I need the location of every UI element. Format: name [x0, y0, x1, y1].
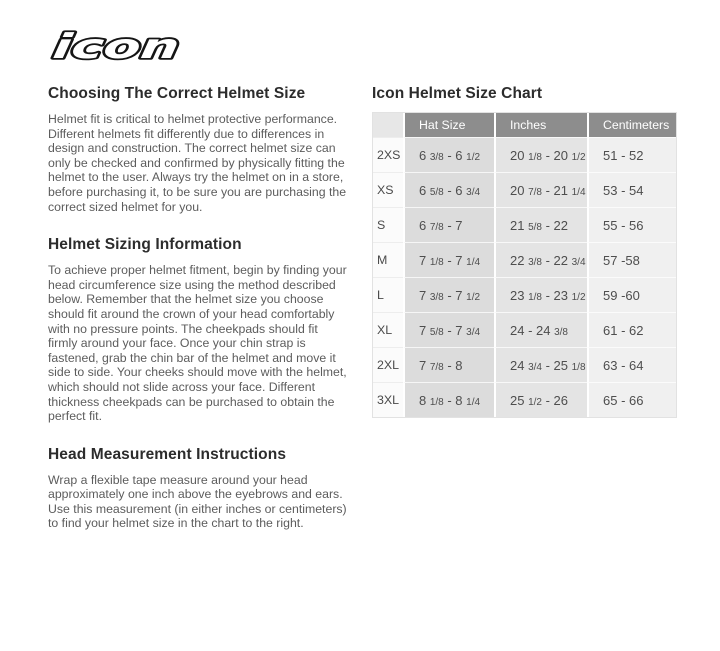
centimeters-cell: 63 - 64 — [587, 347, 676, 382]
table-row — [373, 207, 676, 242]
inches-cell: 20 7/8 - 21 1/4 — [494, 172, 587, 207]
icon-logo-graphic — [46, 27, 192, 67]
section-heading: Head Measurement Instructions — [48, 445, 287, 463]
instructions-column — [48, 84, 348, 552]
section-choosing-helmet-size — [48, 84, 348, 214]
table-row — [373, 137, 676, 172]
hat-size-cell: 7 7/8 - 8 — [403, 347, 494, 382]
section-body: Helmet fit is critical to helmet protective performance. Different helmets fit differently due to differences in design and construction. The correct helmet size can only be checked and confirmed by physically fitting the helmet to the user. Always try the helmet on in a store, before purchasing it, to be sure you are purchasing the correct sized helmet for you. — [48, 112, 347, 214]
centimeters-cell: 53 - 54 — [587, 172, 676, 207]
table-row — [373, 172, 676, 207]
table-row — [373, 347, 676, 382]
inches-cell: 22 3/8 - 22 3/4 — [494, 242, 587, 277]
size-chart-table — [372, 112, 677, 418]
section-heading: Helmet Sizing Information — [48, 236, 242, 254]
section-heading: Choosing The Correct Helmet Size — [48, 85, 306, 102]
centimeters-cell: 55 - 56 — [587, 207, 676, 242]
inches-cell: 21 5/8 - 22 — [494, 207, 587, 242]
hat-size-cell: 7 3/8 - 7 1/2 — [403, 277, 494, 312]
size-label-cell: 2XL — [373, 347, 403, 382]
size-label-cell: 3XL — [373, 382, 403, 417]
size-chart-body — [373, 137, 676, 417]
icon-logo-wordmark: icon — [50, 27, 136, 67]
hat-size-cell: 6 3/8 - 6 1/2 — [403, 137, 494, 172]
icon-logo — [46, 27, 192, 67]
size-label-cell: XL — [373, 312, 403, 347]
size-label-cell: 2XS — [373, 137, 403, 172]
table-row — [373, 242, 676, 277]
section-body: To achieve proper helmet fitment, begin by finding your head circumference size using the method described below. Remember that the helmet size you choose should fit around the crown of your head comfortably with no pressure points. The cheekpads should fit firmly around your face. Once your chin strap is fastened, grab the chin bar of the helmet and move it side to side. Your cheeks should move with the helmet, which should not slide across your face. Different thickness cheekpads can be purchased to obtain the perfect fit. — [48, 263, 347, 424]
inches-cell: 20 1/8 - 20 1/2 — [494, 137, 587, 172]
hat-size-cell: 7 5/8 - 7 3/4 — [403, 312, 494, 347]
inches-cell: 24 3/4 - 25 1/8 — [494, 347, 587, 382]
hat-size-column-header: Hat Size — [403, 113, 494, 137]
table-row — [373, 277, 676, 312]
hat-size-cell: 6 5/8 - 6 3/4 — [403, 172, 494, 207]
table-header-row — [373, 113, 676, 137]
section-sizing-information — [48, 235, 348, 424]
centimeters-cell: 51 - 52 — [587, 137, 676, 172]
size-label-cell: XS — [373, 172, 403, 207]
centimeters-cell: 59 -60 — [587, 277, 676, 312]
size-chart-title: Icon Helmet Size Chart — [372, 85, 543, 102]
size-label-cell: M — [373, 242, 403, 277]
size-chart-column — [372, 84, 678, 418]
size-label-cell: S — [373, 207, 403, 242]
hat-size-cell: 8 1/8 - 8 1/4 — [403, 382, 494, 417]
section-body: Wrap a flexible tape measure around your head approximately one inch above the eyebrows and ears. Use this measurement (in either inches or centimeters) to find your helmet size in the chart to the right. — [48, 472, 347, 531]
centimeters-cell: 57 -58 — [587, 242, 676, 277]
table-row — [373, 312, 676, 347]
size-label-cell: L — [373, 277, 403, 312]
inches-cell: 25 1/2 - 26 — [494, 382, 587, 417]
centimeters-cell: 61 - 62 — [587, 312, 676, 347]
hat-size-cell: 6 7/8 - 7 — [403, 207, 494, 242]
inches-column-header: Inches — [494, 113, 587, 137]
centimeters-cell: 65 - 66 — [587, 382, 676, 417]
corner-cell — [373, 113, 403, 137]
section-measurement-instructions — [48, 445, 348, 531]
hat-size-cell: 7 1/8 - 7 1/4 — [403, 242, 494, 277]
table-row — [373, 382, 676, 417]
inches-cell: 23 1/8 - 23 1/2 — [494, 277, 587, 312]
inches-cell: 24 - 24 3/8 — [494, 312, 587, 347]
centimeters-column-header: Centimeters — [587, 113, 676, 137]
